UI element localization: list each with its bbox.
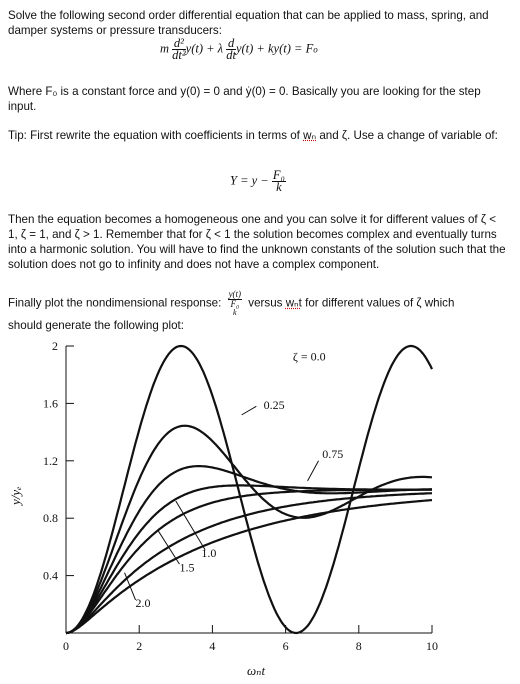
tip-text: Tip: First rewrite the equation with coefficients in terms of wₙ and ζ. Use a change of variable of:	[8, 129, 498, 142]
then-text: Then the equation becomes a homogeneous one and you can solve it for different values of ζ < 1, ζ = 1, and ζ > 1. Remember that for ζ < 1 the solution becomes complex and eventually turns into a harmonic solution. You will have to find the unknown constants of the solution such that the solution does not go to infinity and does not have a complex component.	[8, 213, 506, 271]
curve-label: 2.0	[135, 596, 151, 611]
response-curve	[66, 485, 432, 633]
curve-label: ζ = 0.0	[292, 349, 326, 364]
response-curve	[66, 466, 432, 633]
change-of-variable-equation: Y = y − $\frac{\text{F₀}}{k}$	[230, 168, 285, 194]
annotation-leader	[242, 406, 257, 415]
y-tick-label: 2	[52, 339, 58, 353]
x-tick-label: 6	[282, 639, 289, 653]
y-tick-label: 1.6	[43, 396, 58, 411]
curve-label: 0.25	[263, 398, 285, 413]
x-tick-label: 0	[63, 639, 69, 653]
x-tick-label: 4	[209, 639, 216, 653]
curve-label: 1.5	[179, 560, 195, 575]
first-derivative-fraction: $\frac{d}{dt}$	[226, 36, 236, 62]
curve-label: 0.75	[322, 446, 344, 461]
x-axis-label: ωₙt	[247, 663, 266, 678]
x-tick-label: 10	[426, 639, 438, 653]
response-curve	[66, 493, 432, 633]
annotation-leader	[308, 461, 319, 481]
x-tick-label: 8	[355, 639, 362, 653]
main-equation: m $\frac{\text{d²}}{\text{dt²}}$ y(t) + λ $\frac{d}{dt}$ y(t) + ky(t) = Fo	[160, 36, 318, 62]
curve-label: 1.0	[201, 545, 217, 560]
where-text: Where F₀ is a constant force and y(0) = 0 and ẏ(0) = 0. Basically you are looking for the step input.	[8, 85, 481, 113]
y-axis-label: y/yₑ	[8, 486, 23, 505]
curve-annotations	[125, 349, 344, 610]
nondim-fraction: y(t) F₀ k	[228, 289, 242, 317]
second-derivative-fraction: $\frac{\text{d²}}{\text{dt²}}$	[172, 36, 186, 62]
y-tick-label: 0.8	[43, 511, 58, 526]
response-curve	[66, 500, 432, 633]
finally-text: Finally plot the nondimensional response: y(t) F₀ k versus wₙt for different values of ζ which	[8, 289, 455, 317]
response-curves	[66, 346, 432, 633]
finally-text-line2: should generate the following plot:	[8, 319, 184, 332]
annotation-leader	[158, 530, 180, 564]
y-tick-label: 1.2	[43, 453, 58, 468]
y-tick-label: 0.4	[43, 568, 58, 583]
x-tick-label: 2	[136, 639, 143, 653]
step-response-plot	[0, 330, 520, 684]
intro-text: Solve the following second order differential equation that can be applied to mass, spring, and damper systems or pressure transducers:	[8, 9, 489, 37]
annotation-leader	[176, 501, 205, 550]
